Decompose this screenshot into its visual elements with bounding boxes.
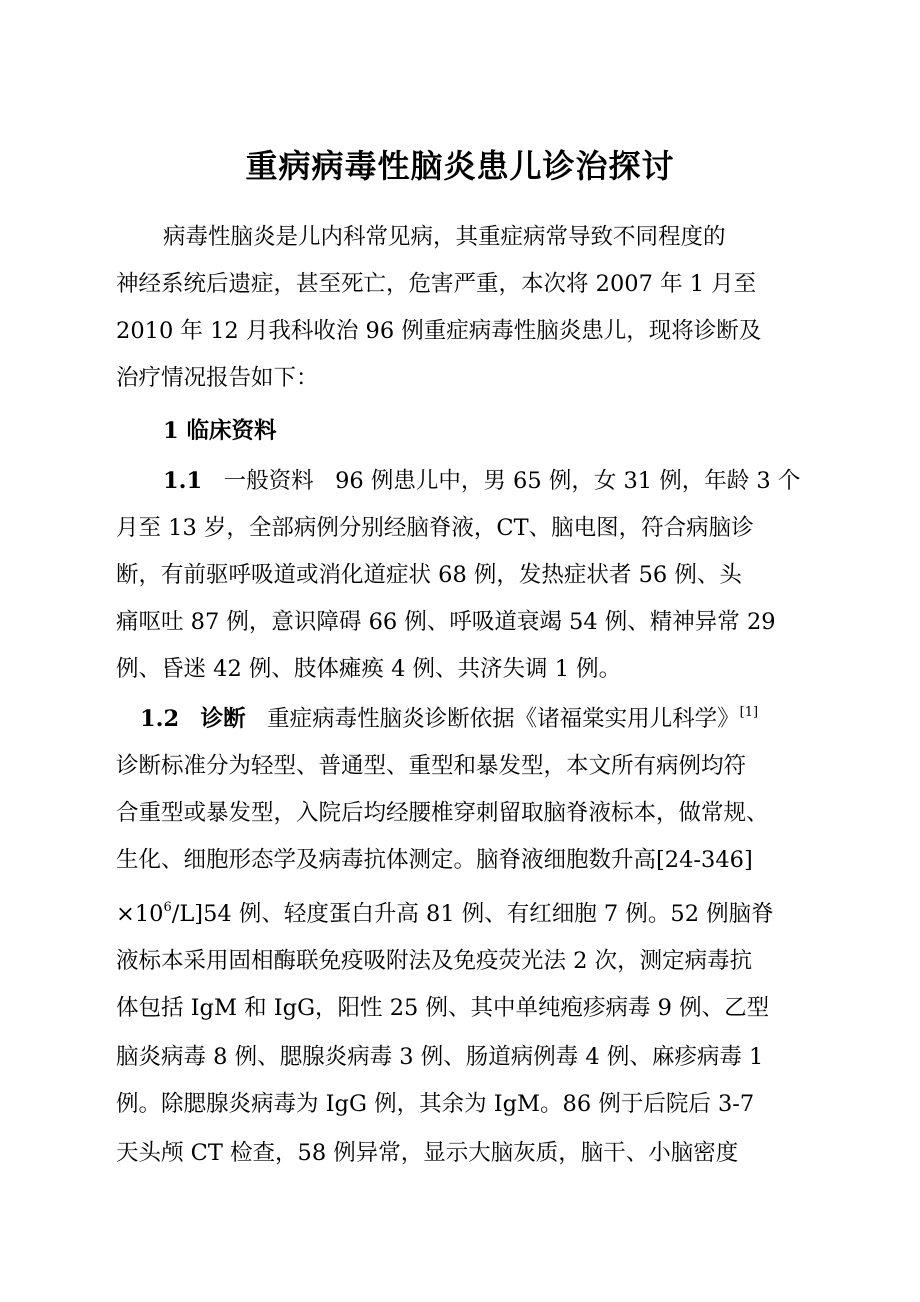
sub12-line-2: 诊断标准分为轻型、普通型、重型和暴发型，本文所有病例均符: [116, 753, 747, 779]
sub12-line-3: 合重型或暴发型，入院后均经腰椎穿刺留取脑脊液标本，做常规、: [116, 800, 769, 826]
sub11-line-4: 痛呕吐 87 例，意识障碍 66 例、呼吸道衰竭 54 例、精神异常 29: [116, 609, 776, 635]
sub12-line-9: 例。除腮腺炎病毒为 IgG 例，其余为 IgM。86 例于后院后 3-7: [116, 1091, 755, 1117]
intro-line-2: 神经系统后遗症，甚至死亡，危害严重，本次将 2007 年 1 月至: [116, 271, 757, 297]
sub11-line-2: 月至 13 岁，全部病例分别经脑脊液，CT、脑电图，符合病脑诊: [116, 515, 754, 541]
sub11-line-1-text: 96 例患儿中，男 65 例，女 31 例，年龄 3 个: [335, 468, 801, 494]
sub12-line-5-post: /L]54 例、轻度蛋白升高 81 例、有红细胞 7 例。52 例脑脊: [171, 901, 774, 927]
document-title: 重病病毒性脑炎患儿诊治探讨: [245, 147, 675, 185]
sub12-line-5: [116, 898, 774, 930]
sub11-line-1: [163, 465, 800, 497]
exponent: 6: [163, 899, 172, 915]
citation-ref: [1]: [739, 704, 759, 720]
sub12-line-8: 脑炎病毒 8 例、腮腺炎病毒 3 例、肠道病例毒 4 例、麻疹病毒 1: [116, 1044, 764, 1070]
sub11-line-3: 断，有前驱呼吸道或消化道症状 68 例，发热症状者 56 例、头: [116, 562, 742, 588]
sub12-line-10: 天头颅 CT 检查，58 例异常，显示大脑灰质，脑干、小脑密度: [116, 1140, 739, 1166]
sub12-label: 诊断: [200, 706, 246, 732]
section-heading-clinical-data: 1 临床资料: [163, 418, 277, 444]
sub11-label: 一般资料: [223, 468, 314, 494]
sub12-line-7: 体包括 IgM 和 IgG，阳性 25 例、其中单纯疱疹病毒 9 例、乙型: [116, 995, 770, 1021]
sub11-number: 1.1: [163, 468, 203, 494]
sub11-line-5: 例、昏迷 42 例、肢体瘫痪 4 例、共济失调 1 例。: [116, 656, 622, 682]
intro-line-4: 治疗情况报告如下：: [116, 365, 319, 391]
sub12-number: 1.2: [140, 706, 180, 732]
sub12-line-6: 液标本采用固相酶联免疫吸附法及免疫荧光法 2 次，测定病毒抗: [116, 948, 753, 974]
sub12-line-5-pre: ×10: [116, 901, 164, 927]
sub12-line-4: 生化、细胞形态学及病毒抗体测定。脑脊液细胞数升高[24-346]: [116, 847, 753, 873]
intro-line-3: 2010 年 12 月我科收治 96 例重症病毒性脑炎患儿，现将诊断及: [116, 318, 762, 344]
sub12-line-1-text: 重症病毒性脑炎诊断依据《诸福棠实用儿科学》: [267, 706, 740, 732]
intro-line-1: 病毒性脑炎是儿内科常见病，其重症病常导致不同程度的: [163, 224, 726, 250]
sub12-line-1: [140, 703, 758, 735]
